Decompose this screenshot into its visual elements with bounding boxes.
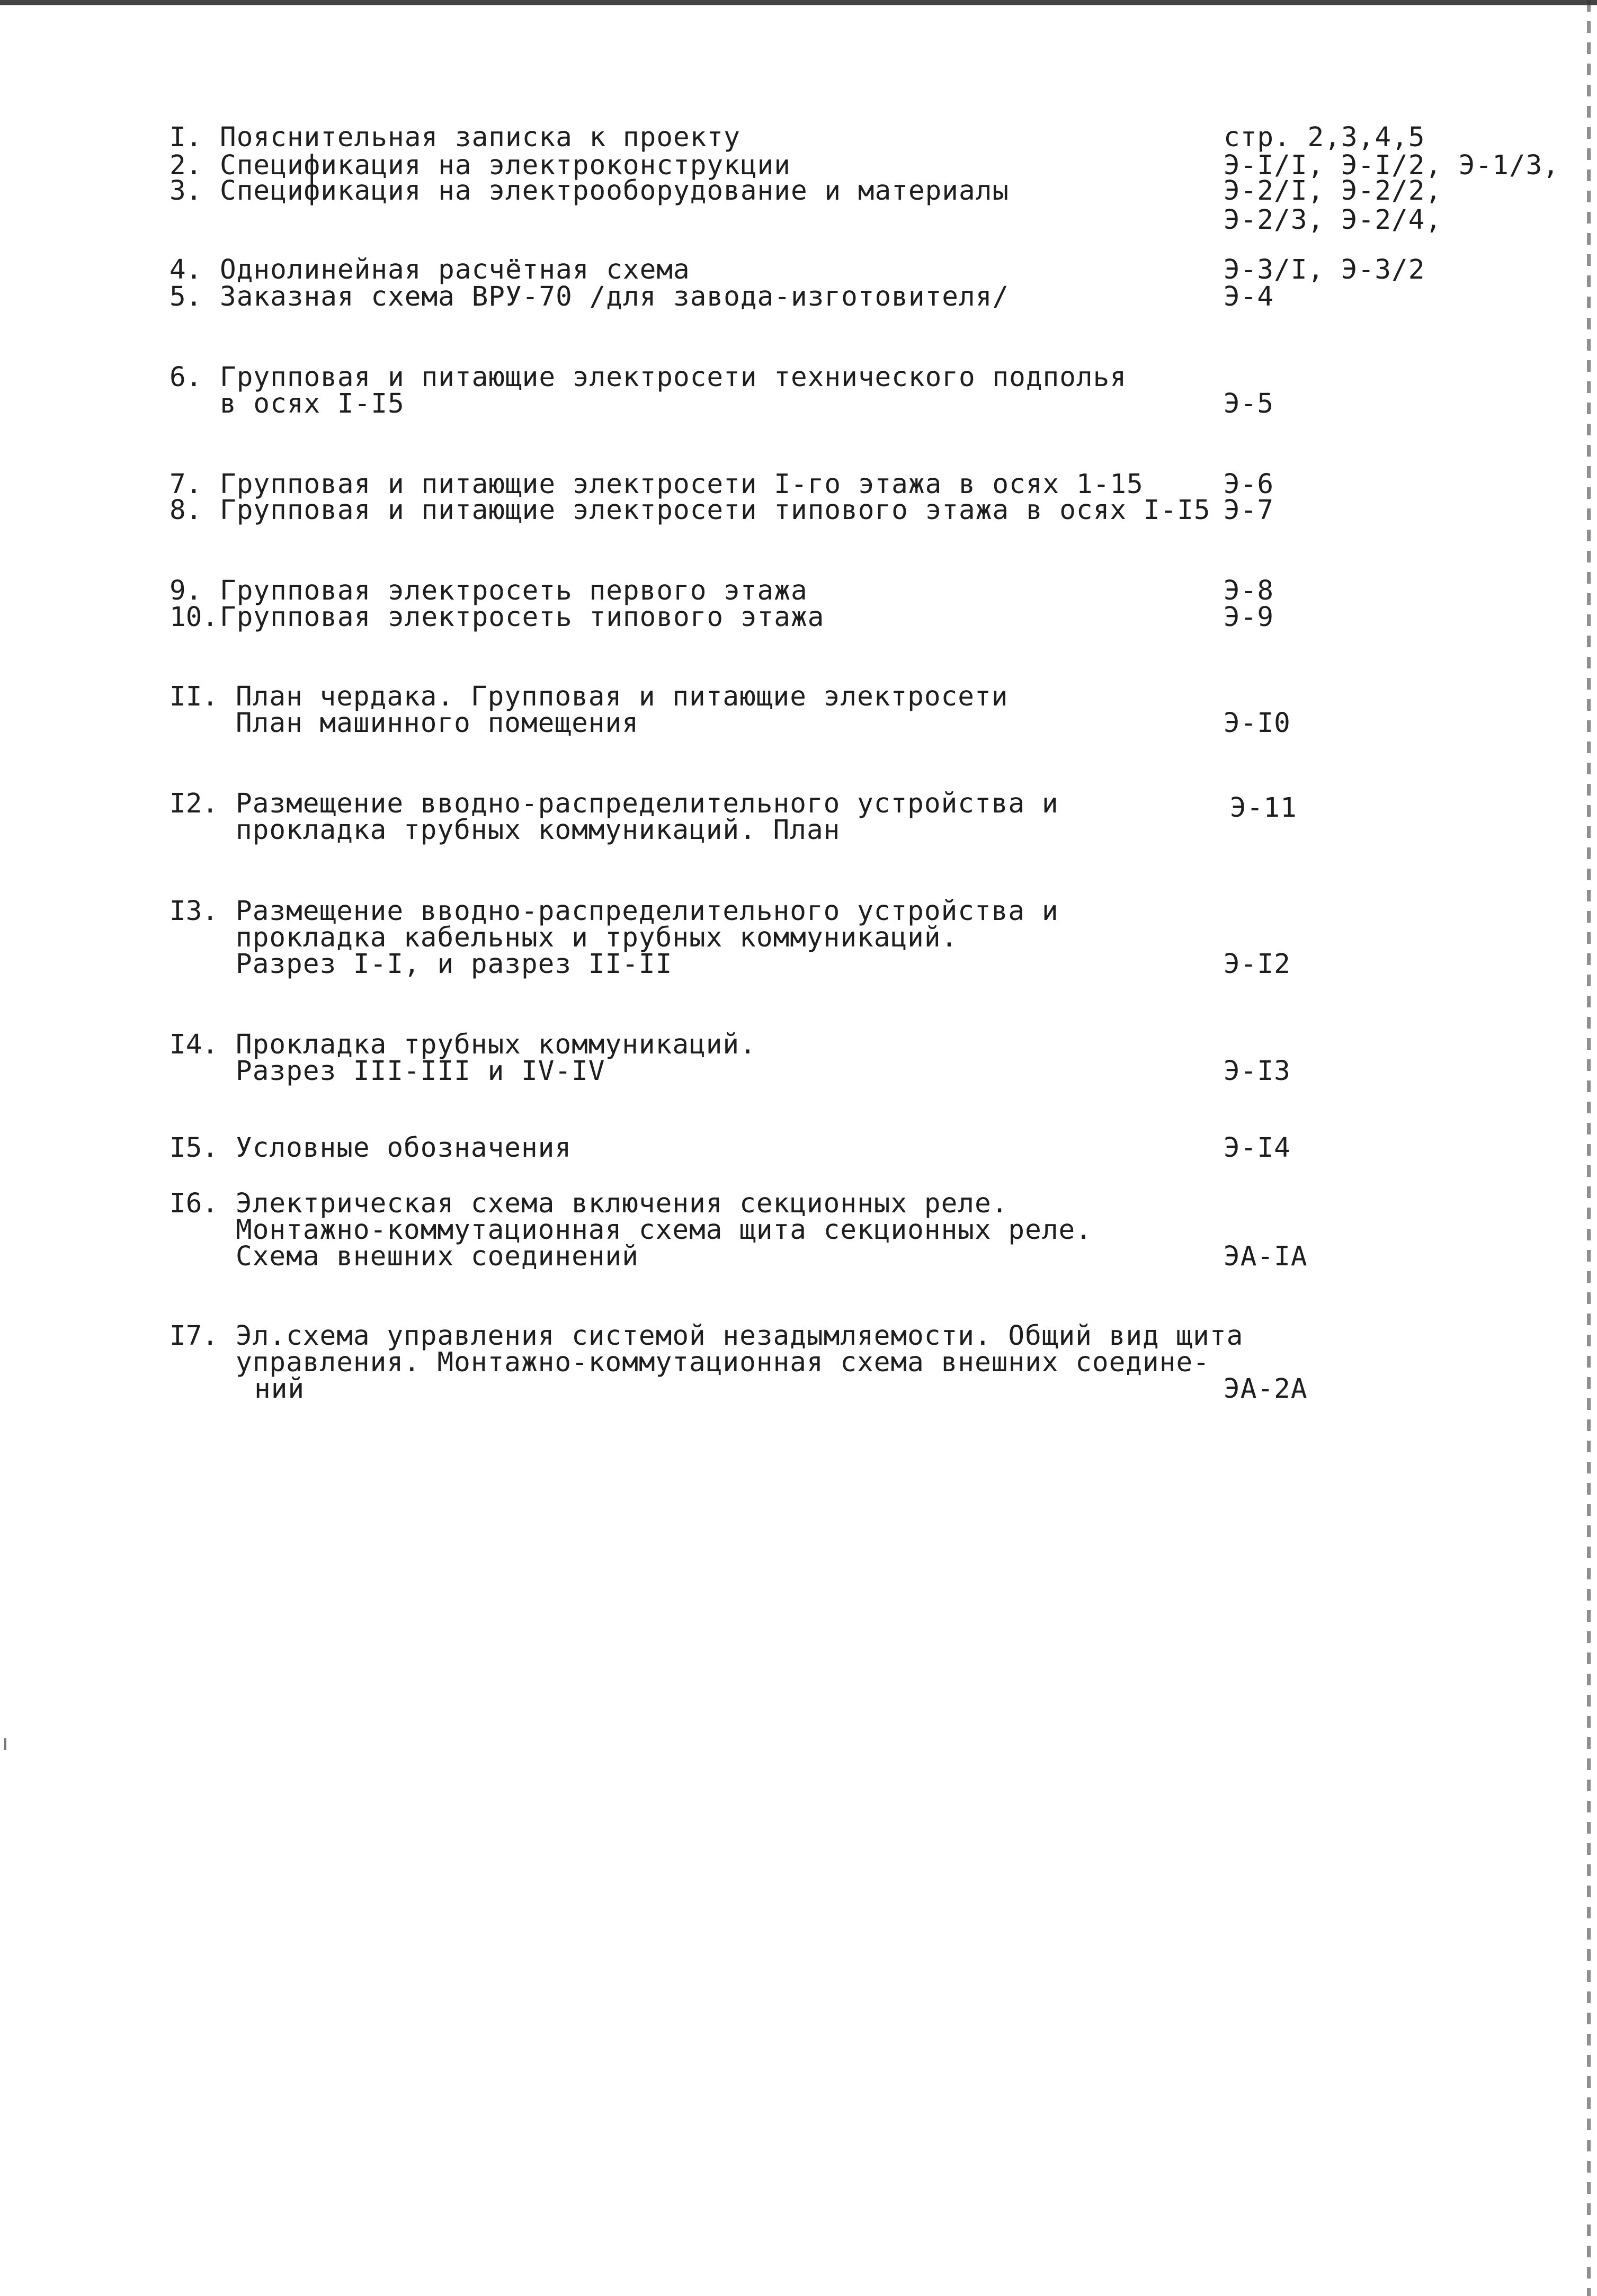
entry-number: I4. [169,1029,219,1060]
sheet-ref: ЭА-2А [1224,1373,1308,1405]
entry-text: Спецификация на электроконструкции [220,150,791,181]
sheet-ref: Э-8 [1224,575,1274,606]
right-edge-marks [1587,0,1591,2296]
sheet-ref: Э-6 [1224,469,1274,500]
sheet-ref: стр. 2,3,4,5 [1224,122,1425,153]
entry-text: Эл.схема управления системой незадымляемости. Общий вид щита [236,1320,1244,1352]
entry-text: Однолинейная расчётная схема [220,254,690,285]
entry-number: 7. [169,469,202,500]
entry-text: управления. Монтажно-коммутационная схема внешних соедине- [236,1347,1210,1378]
entry-text: прокладка кабельных и трубных коммуникаций. [236,922,958,953]
entry-text: Схема внешних соединений [236,1241,639,1272]
left-edge-speck [4,1738,6,1750]
entry-text: Групповая и питающие электросети технического подполья [220,362,1127,393]
entry-text: Групповая и питающие электросети типового этажа в осях I-I5 [220,495,1211,526]
entry-text: Спецификация на электрооборудование и материалы [220,175,1010,207]
entry-number: I. [169,122,202,153]
sheet-ref: Э-I2 [1224,949,1291,980]
entry-text: Монтажно-коммутационная схема щита секционных реле. [236,1214,1092,1246]
entry-number: 5. [169,281,202,312]
entry-number: I7. [169,1320,219,1352]
entry-number: I6. [169,1188,219,1219]
entry-number: 9. [169,575,202,606]
entry-text: Прокладка трубных коммуникаций. [236,1029,756,1060]
entry-number: II. [169,681,219,712]
entry-text: Групповая электросеть первого этажа [220,575,808,606]
sheet-ref: Э-3/I, Э-3/2 [1224,254,1425,285]
entry-text: Заказная схема ВРУ-70 /для завода-изготовителя/ [220,281,1010,312]
sheet-ref: Э-5 [1224,388,1274,419]
entry-number: 3. [169,175,202,207]
sheet-ref: Э-I4 [1224,1132,1291,1164]
entry-number: 8. [169,495,202,526]
entry-number: 10. [169,602,219,633]
entry-number: 2. [169,150,202,181]
sheet-ref: Э-2/3, Э-2/4, [1224,204,1442,236]
entry-text: Электрическая схема включения секционных реле. [236,1188,1009,1219]
sheet-ref: Э-I0 [1224,708,1291,739]
entry-text: Разрез I-I, и разрез II-II [236,949,673,980]
sheet-ref: Э-9 [1224,602,1274,633]
entry-text: ний [254,1373,305,1405]
entry-text: в осях I-I5 [220,388,405,419]
entry-number: I5. [169,1132,219,1164]
sheet-ref: Э-I/I, Э-I/2, Э-1/3, [1224,150,1560,181]
entry-text: Разрез III-III и IV-IV [236,1056,605,1087]
sheet-ref: Э-2/I, Э-2/2, [1224,175,1442,207]
entry-number: I3. [169,896,219,927]
top-border-line [0,0,1597,5]
sheet-ref: ЭА-IА [1224,1241,1308,1272]
entry-text: План машинного помещения [236,708,639,739]
sheet-ref: Э-11 [1230,792,1297,824]
entry-text: План чердака. Групповая и питающие электросети [236,681,1009,712]
entry-text: Размещение вводно-распределительного устройства и [236,896,1059,927]
entry-number: I2. [169,788,219,819]
entry-text: Групповая и питающие электросети I-го этажа в осях 1-15 [220,469,1144,500]
entry-text: Условные обозначения [236,1132,572,1164]
entry-text: прокладка трубных коммуникаций. План [236,815,841,846]
sheet-ref: Э-7 [1224,495,1274,526]
entry-text: Групповая электросеть типового этажа [220,602,825,633]
entry-number: 6. [169,362,202,393]
entry-text: Пояснительная записка к проекту [220,122,740,153]
sheet-ref: Э-I3 [1224,1056,1291,1087]
entry-text: Размещение вводно-распределительного устройства и [236,788,1059,819]
entry-number: 4. [169,254,202,285]
sheet-ref: Э-4 [1224,281,1274,312]
